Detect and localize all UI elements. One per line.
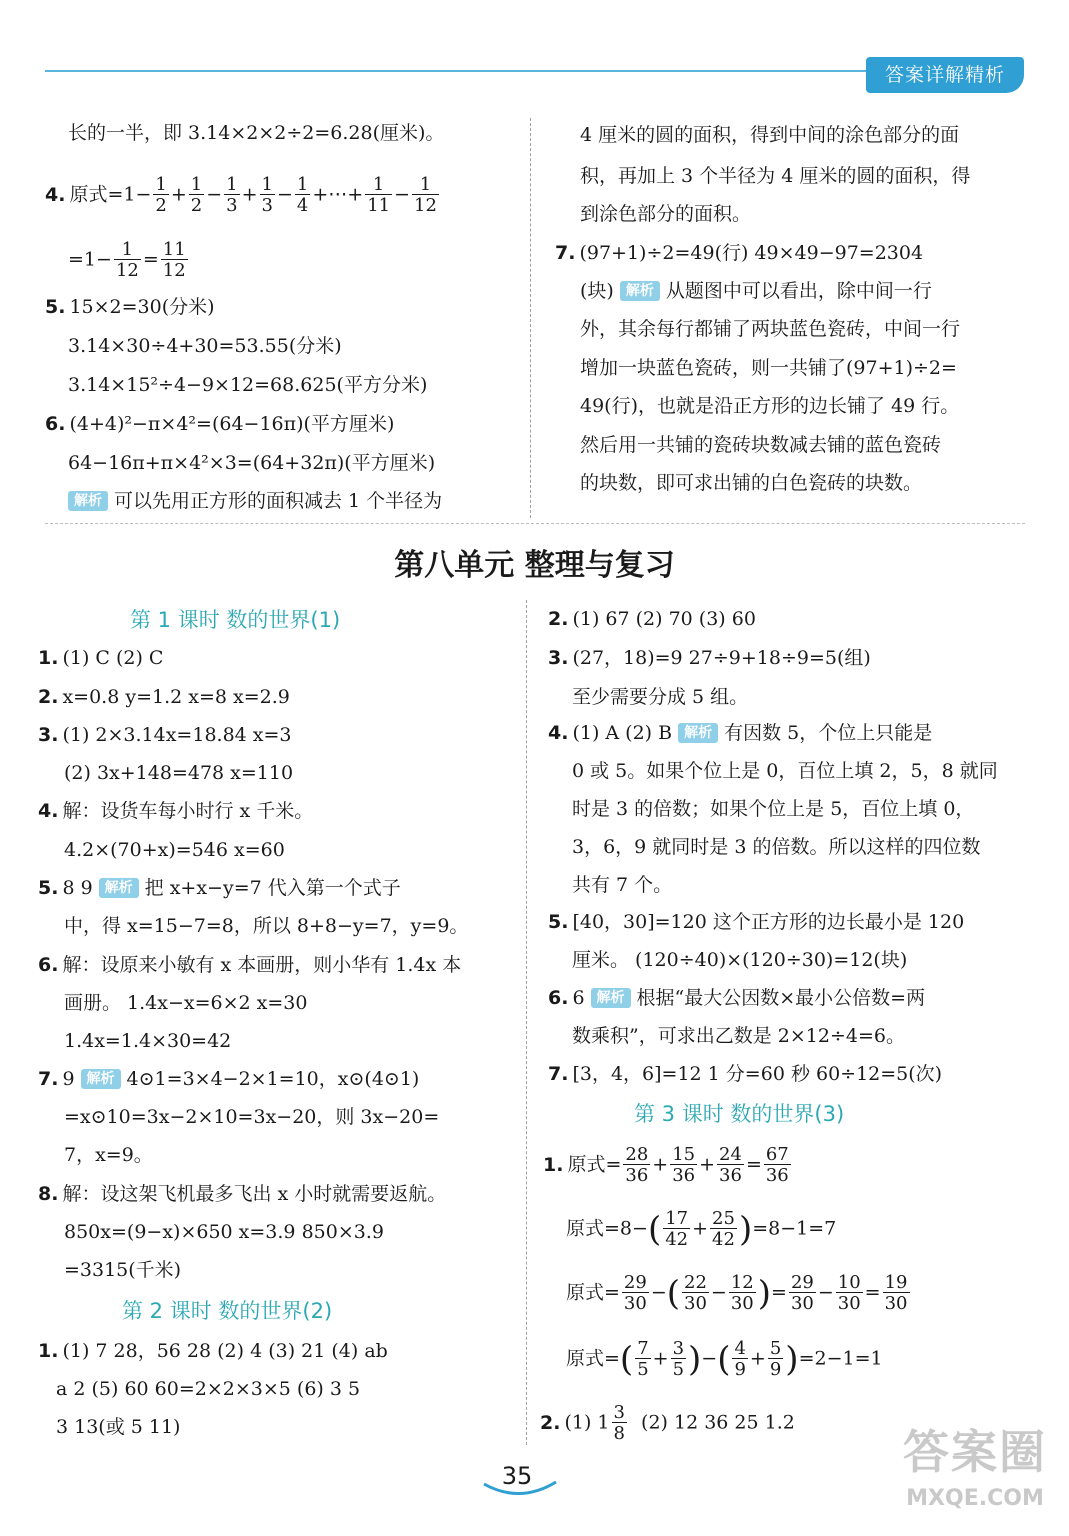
l2-c5a: 5. [40，30]=120 这个正方形的边长最小是 120: [548, 911, 965, 933]
l1-a5b: 中，得 x=15−7=8，所以 8+8−y=7，y=9。: [64, 915, 469, 937]
l2-c6a: 6. 6 解析 根据“最大公因数×最小公倍数=两: [548, 987, 926, 1009]
l1-a8a: 8. 解：设这架飞机最多飞出 x 小时就需要返航。: [38, 1183, 447, 1205]
column-divider-bottom: [526, 600, 527, 1445]
fraction: $\frac{10}{30}$: [837, 1272, 861, 1314]
l1-a7a: 7. 9 解析 4⊙1=3×4−2×1=10，x⊙(4⊙1): [38, 1068, 420, 1090]
fraction: $\frac{29}{30}$: [623, 1272, 647, 1314]
q4-number: 4.: [45, 183, 66, 206]
l2-c3a: 3. (27，18)=9 27÷9+18÷9=5(组): [548, 647, 871, 669]
analysis-tag: 解析: [68, 491, 108, 511]
l2-b1c: 3 13(或 5 11): [56, 1416, 181, 1438]
l1-a4a: 4. 解：设货车每小时行 x 千米。: [38, 800, 314, 822]
l1-a7c: 7，x=9。: [64, 1144, 153, 1166]
l1-a1: 1. (1) C (2) C: [38, 647, 164, 669]
analysis-tag: 解析: [99, 878, 139, 898]
fraction: $\frac{1}{11}$: [367, 174, 391, 216]
fraction: $\frac{3}{8}$: [613, 1402, 625, 1444]
q4-prefix: 原式=1−: [69, 183, 152, 206]
top-left-q4: 4. 原式=1− $\frac{1}{2}$ + $\frac{1}{2}$ − $\frac{1}{3}$ + $\frac{1}{3}$ − $\frac{1}{4}$ +⋯+ $\frac{1}{11}$ − $\frac{1}{12}$: [45, 174, 437, 216]
fraction: $\frac{22}{30}$: [684, 1272, 707, 1314]
top-left-line-0: 长的一半，即 3.14×2×2÷2=6.28(厘米)。: [68, 122, 445, 144]
unit-title: 第八单元 整理与复习: [394, 548, 675, 583]
l1-a6c: 1.4x=1.4×30=42: [64, 1030, 232, 1052]
fraction: $\frac{28}{36}$: [625, 1144, 649, 1186]
header-rule: [45, 70, 875, 72]
fraction: $\frac{29}{30}$: [790, 1272, 814, 1314]
watermark-logo: 答案圈 MXQE.COM: [903, 1425, 1047, 1511]
fraction: $\frac{19}{30}$: [884, 1272, 908, 1314]
l2-c5b: 厘米。 (120÷40)×(120÷30)=12(块): [572, 949, 908, 971]
fraction: $\frac{1}{12}$: [414, 174, 437, 216]
l1-a3a: 3. (1) 2×3.14x=18.84 x=3: [38, 724, 292, 746]
l2-c4b: 0 或 5。如果个位上是 0，百位上填 2，5，8 就同: [572, 760, 998, 782]
q6-line-c: 解析 可以先用正方形的面积减去 1 个半径为: [62, 488, 442, 514]
l1-a2: 2. x=0.8 y=1.2 x=8 x=2.9: [38, 686, 290, 708]
l2-c4c: 时是 3 的倍数；如果个位上是 5，百位上填 0，: [572, 798, 975, 820]
l3-d1a: 1. 原式= $\frac{28}{36}$ + $\frac{15}{36}$ + $\frac{24}{36}$ = $\frac{67}{36}$: [543, 1144, 789, 1186]
fraction: $\frac{25}{42}$: [712, 1208, 735, 1250]
fraction: $\frac{15}{36}$: [672, 1144, 696, 1186]
l3-d1d: 原式=( $\frac{7}{5}$ + $\frac{3}{5}$ )−( $\frac{4}{9}$ + $\frac{5}{9}$ )=2−1=1: [566, 1338, 883, 1380]
l2-c6b: 数乘积”，可求出乙数是 2×12÷4=6。: [572, 1025, 905, 1047]
fraction: $\frac{1}{3}$: [226, 174, 238, 216]
fraction: $\frac{1}{12}$: [115, 239, 139, 281]
page-number-arc: [480, 1478, 560, 1502]
q6-line-a: 6. (4+4)²−π×4²=(64−16π)(平方厘米): [45, 413, 395, 435]
q7-line-f: 然后用一共铺的瓷砖块数减去铺的蓝色瓷砖: [580, 434, 942, 456]
page-number: 35: [501, 1462, 533, 1490]
top-right-line-1: 4 厘米的圆的面积，得到中间的涂色部分的面: [580, 124, 960, 146]
fraction: $\frac{17}{42}$: [665, 1208, 689, 1250]
l3-d2: 2. (1) 1 $\frac{3}{8}$ (2) 12 36 25 1.2: [540, 1402, 795, 1444]
fraction: $\frac{5}{9}$: [769, 1338, 782, 1380]
q7-line-b: (块) 解析 从题图中可以看出，除中间一行: [580, 280, 932, 302]
l1-a7b: =x⊙10=3x−2×10=3x−20，则 3x−20=: [64, 1106, 440, 1128]
l1-a6a: 6. 解：设原来小敏有 x 本画册，则小华有 1.4x 本: [38, 954, 462, 976]
column-divider-top: [530, 118, 531, 518]
l2-c4a: 4. (1) A (2) B 解析 有因数 5，个位上只能是: [548, 722, 933, 744]
section-divider: [45, 523, 1025, 524]
fraction: $\frac{1}{3}$: [261, 174, 273, 216]
l2-c4d: 3，6，9 就同时是 3 的倍数。所以这样的四位数: [572, 836, 981, 858]
l2-c4e: 共有 7 个。: [572, 874, 673, 896]
analysis-tag: 解析: [81, 1069, 121, 1089]
q5-line-b: 3.14×30÷4+30=53.55(分米): [68, 335, 342, 357]
l1-a4b: 4.2×(70+x)=546 x=60: [64, 839, 285, 861]
fraction: $\frac{12}{30}$: [730, 1272, 754, 1314]
l2-c7: 7. [3，4，6]=12 1 分=60 秒 60÷12=5(次): [548, 1063, 943, 1085]
lesson-title-1: 第 1 课时 数的世界(1): [130, 608, 341, 632]
q7-line-g: 的块数，即可求出铺的白色瓷砖的块数。: [580, 472, 923, 494]
fraction: $\frac{1}{2}$: [155, 174, 167, 216]
fraction: $\frac{24}{36}$: [719, 1144, 742, 1186]
fraction: $\frac{11}{12}$: [162, 239, 186, 281]
l2-b1a: 1. (1) 7 28，56 28 (2) 4 (3) 21 (4) ab: [38, 1340, 388, 1362]
fraction: $\frac{1}{4}$: [296, 174, 309, 216]
header-tab: 答案详解精析: [866, 57, 1024, 93]
l3-d1b: 原式=8−( $\frac{17}{42}$ + $\frac{25}{42}$ )=8−1=7: [566, 1208, 837, 1250]
fraction: $\frac{1}{2}$: [190, 174, 203, 216]
top-right-line-2: 积，再加上 3 个半径为 4 厘米的圆的面积，得: [580, 165, 971, 187]
l2-b1b: a 2 (5) 60 60=2×2×3×5 (6) 3 5: [56, 1378, 361, 1400]
l1-a6b: 画册。 1.4x−x=6×2 x=30: [64, 992, 308, 1014]
lesson-title-3: 第 3 课时 数的世界(3): [634, 1102, 845, 1126]
l1-a8b: 850x=(9−x)×650 x=3.9 850×3.9: [64, 1221, 384, 1243]
q7-line-e: 49(行)，也就是沿正方形的边长铺了 49 行。: [580, 395, 960, 417]
l1-a5a: 5. 8 9 解析 把 x+x−y=7 代入第一个式子: [38, 877, 401, 899]
fraction: $\frac{7}{5}$: [637, 1338, 649, 1380]
analysis-tag: 解析: [591, 988, 631, 1008]
l2-c2: 2. (1) 67 (2) 70 (3) 60: [548, 608, 756, 630]
q7-line-d: 增加一块蓝色瓷砖，则一共铺了(97+1)÷2=: [580, 357, 957, 379]
analysis-tag: 解析: [620, 281, 660, 301]
top-left-q4b: =1− $\frac{1}{12}$ = $\frac{11}{12}$: [68, 239, 186, 281]
analysis-tag: 解析: [678, 723, 718, 743]
l2-c3b: 至少需要分成 5 组。: [572, 686, 749, 708]
fraction: $\frac{3}{5}$: [672, 1338, 685, 1380]
l1-a8c: =3315(千米): [64, 1259, 182, 1281]
l1-a3b: (2) 3x+148=478 x=110: [64, 762, 294, 784]
fraction: $\frac{4}{9}$: [734, 1338, 746, 1380]
fraction: $\frac{67}{36}$: [765, 1144, 789, 1186]
l3-d1c: 原式= $\frac{29}{30}$ −( $\frac{22}{30}$ − $\frac{12}{30}$ )= $\frac{29}{30}$ − $\frac{10}{30}$ = $\frac{19}{30}$: [566, 1272, 908, 1314]
q6-line-b: 64−16π+π×4²×3=(64+32π)(平方厘米): [68, 452, 436, 474]
top-right-line-3: 到涂色部分的面积。: [580, 203, 752, 225]
q5-line-a: 5. 15×2=30(分米): [45, 296, 215, 318]
q7-line-c: 外，其余每行都铺了两块蓝色瓷砖，中间一行: [580, 318, 961, 340]
q7-line-a: 7. (97+1)÷2=49(行) 49×49−97=2304: [555, 242, 924, 264]
lesson-title-2: 第 2 课时 数的世界(2): [122, 1299, 333, 1323]
q5-line-c: 3.14×15²÷4−9×12=68.625(平方分米): [68, 374, 428, 396]
